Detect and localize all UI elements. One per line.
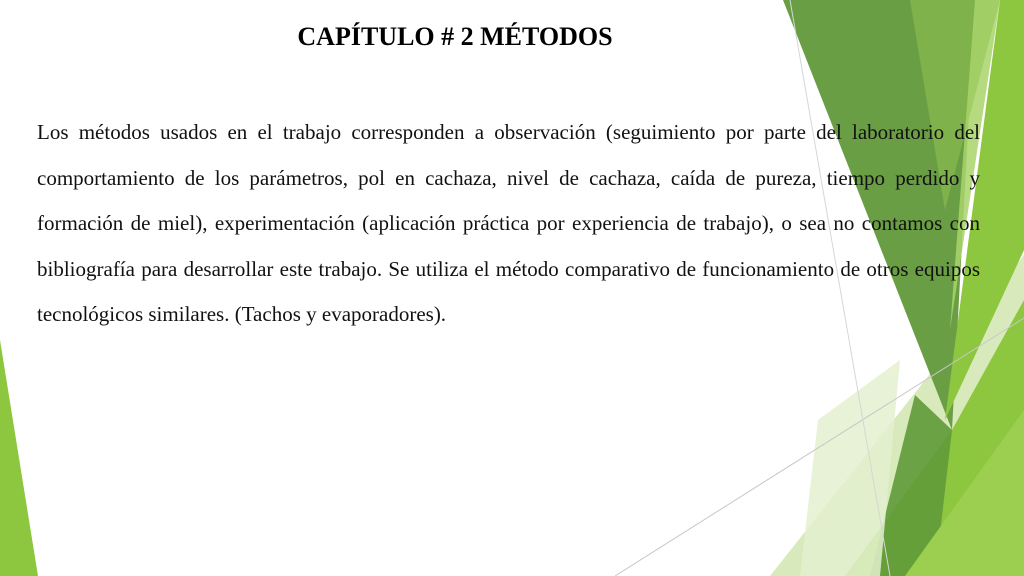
left-green-triangle <box>0 340 38 576</box>
slide-title: CAPÍTULO # 2 MÉTODOS <box>297 22 613 51</box>
slide-body-text: Los métodos usados en el trabajo corresponden a observación (seguimiento por parte del laboratorio del comportamiento de los parámetros, pol en cachaza, nivel de cachaza, caída de pureza, tiempo perdido y formación de miel), experimentación (aplicación práctica por experiencia de trabajo), o sea no contamos con bibliografía para desarrollar este trabajo. Se utiliza el método comparativo de funcionamiento de otros equipos tecnológicos similares. (Tachos y evaporadores). <box>37 120 980 326</box>
